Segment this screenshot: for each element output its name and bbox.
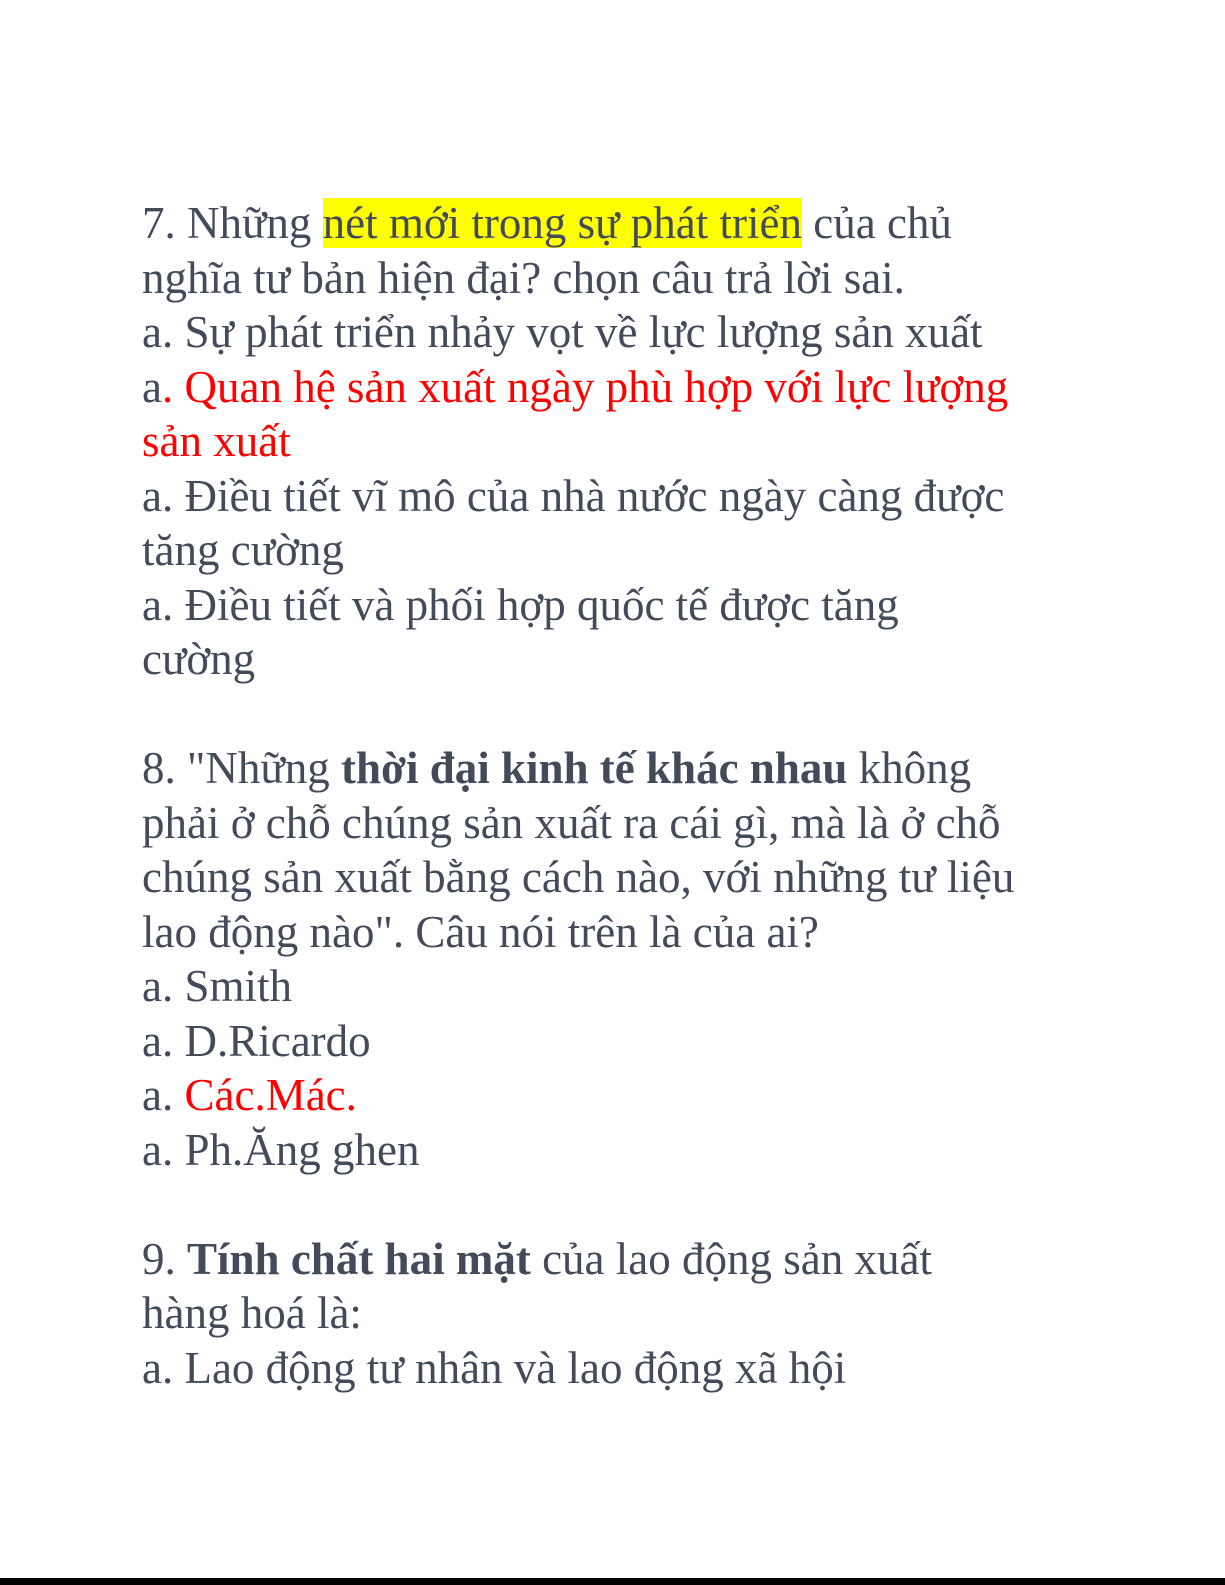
question-8-option-1: a. Smith — [142, 961, 293, 1011]
question-7-option-3: a. Điều tiết vĩ mô của nhà nước ngày càng được — [142, 470, 1005, 521]
correct-answer: . Quan hệ sản xuất ngày phù hợp với lực lượng — [161, 361, 1009, 412]
question-8-option-2: a. D.Ricardo — [142, 1015, 371, 1066]
question-7-option-3-cont: tăng cường — [142, 525, 344, 575]
blank-line — [142, 687, 1082, 742]
question-8-option-4: a. Ph.Ăng ghen — [142, 1124, 420, 1175]
question-7-option-2: a. Quan hệ sản xuất ngày phù hợp với lực lượng — [142, 361, 1009, 412]
document-page — [142, 196, 1082, 1395]
question-8-line-4: lao động nào". Câu nói trên là của ai? — [142, 906, 819, 957]
question-7-option-4: a. Điều tiết và phối hợp quốc tế được tăng — [142, 579, 899, 630]
question-8 — [142, 741, 1082, 1177]
highlighted-text: nét mới trong sự phát triển — [322, 198, 802, 248]
question-7-line-2: nghĩa tư bản hiện đại? chọn câu trả lời sai. — [142, 252, 905, 303]
question-7-option-2-cont: sản xuất — [142, 416, 291, 466]
question-9-option-1: a. Lao động tư nhân và lao động xã hội — [142, 1342, 847, 1393]
question-7-option-1: a. Sự phát triển nhảy vọt về lực lượng sản xuất — [142, 307, 983, 357]
question-8-line-3: chúng sản xuất bằng cách nào, với những tư liệu — [142, 852, 1015, 902]
blank-line — [142, 1177, 1082, 1232]
bold-text: thời đại kinh tế khác nhau — [341, 743, 848, 793]
correct-answer: Các.Mác. — [184, 1070, 357, 1120]
question-7-line-1: 7. Những nét mới trong sự phát triển của chủ — [142, 198, 952, 248]
question-9 — [142, 1232, 1082, 1396]
question-7 — [142, 196, 1082, 687]
page-bottom-border — [0, 1578, 1225, 1585]
question-8-option-3: a. Các.Mác. — [142, 1070, 357, 1120]
question-8-line-1: 8. "Những thời đại kinh tế khác nhau không — [142, 743, 972, 793]
question-7-option-4-cont: cường — [142, 634, 256, 684]
question-8-line-2: phải ở chỗ chúng sản xuất ra cái gì, mà là ở chỗ — [142, 797, 1001, 848]
question-9-line-2: hàng hoá là: — [142, 1288, 362, 1338]
bold-text: Tính chất hai mặt — [187, 1233, 531, 1284]
question-9-line-1: 9. Tính chất hai mặt của lao động sản xuất — [142, 1233, 932, 1284]
